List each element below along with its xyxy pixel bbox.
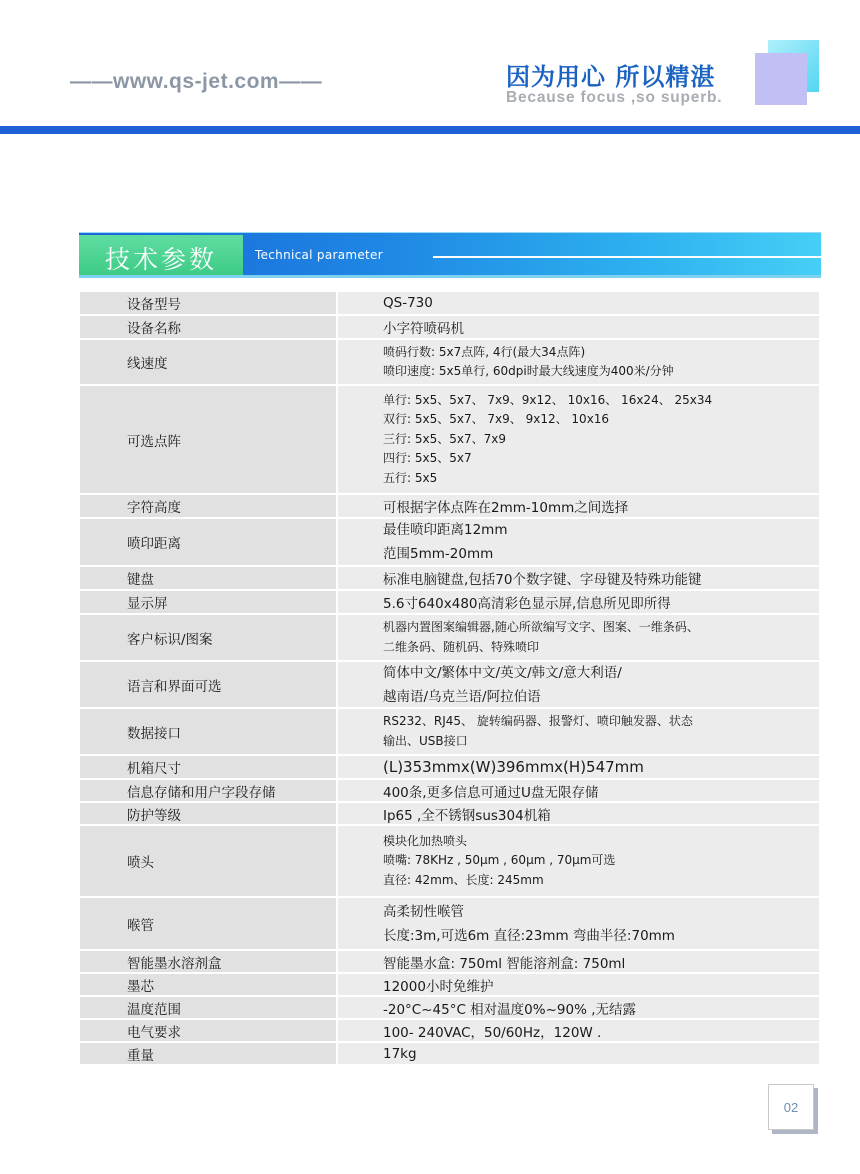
spec-value	[338, 567, 819, 589]
spec-value-line: 17kg	[383, 1045, 417, 1062]
spec-row	[80, 997, 819, 1018]
spec-row	[80, 951, 819, 972]
spec-row	[80, 1043, 819, 1064]
spec-label: 显示屏	[80, 591, 336, 613]
spec-label: 数据接口	[80, 709, 336, 754]
spec-value-line: 小字符喷码机	[383, 321, 464, 337]
spec-label: 语言和界面可选	[80, 662, 336, 707]
spec-value	[338, 780, 819, 801]
spec-row	[80, 519, 819, 565]
section-title-cn: 技术参数	[105, 245, 218, 274]
spec-value	[338, 898, 819, 949]
spec-value-line: 高柔韧性喉管	[383, 903, 464, 920]
spec-value	[338, 591, 819, 613]
spec-value	[338, 803, 819, 824]
spec-label: 重量	[80, 1043, 336, 1064]
spec-row	[80, 756, 819, 778]
website-url: ——www.qs-jet.com——	[70, 70, 323, 93]
spec-value-line: 智能墨水盒: 750ml 智能溶剂盒: 750ml	[383, 955, 626, 972]
spec-row	[80, 386, 819, 493]
spec-value	[338, 386, 819, 493]
spec-value-line: -20°C~45°C 相对温度0%~90% ,无结露	[383, 1001, 636, 1018]
spec-label: 智能墨水溶剂盒	[80, 951, 336, 972]
spec-label: 喉管	[80, 898, 336, 949]
spec-value	[338, 1043, 819, 1064]
banner-title-block	[79, 235, 243, 276]
spec-value-line: QS-730	[383, 295, 433, 311]
spec-row	[80, 495, 819, 517]
spec-value-line: 单行: 5x5、5x7、 7x9、9x12、 10x16、 16x24、 25x34	[383, 392, 713, 407]
spec-value-line: 400条,更多信息可通过U盘无限存储	[383, 784, 599, 801]
spec-value-line: 越南语/乌克兰语/阿拉伯语	[383, 688, 541, 705]
spec-value-line: 五行: 5x5	[383, 470, 438, 485]
spec-value-line: 简体中文/繁体中文/英文/韩文/意大利语/	[383, 664, 622, 681]
slogan-english: Because focus ,so superb.	[506, 89, 723, 106]
spec-label: 墨芯	[80, 974, 336, 995]
spec-value-line: 喷印速度: 5x5单行, 60dpi时最大线速度为400米/分钟	[383, 364, 674, 378]
spec-row	[80, 709, 819, 754]
spec-value	[338, 340, 819, 384]
spec-label: 喷印距离	[80, 519, 336, 565]
spec-row	[80, 826, 819, 896]
spec-label: 机箱尺寸	[80, 756, 336, 778]
spec-row	[80, 974, 819, 995]
spec-value-line: 范围5mm-20mm	[383, 546, 494, 562]
section-banner	[79, 232, 821, 278]
section-title-en: Technical parameter	[255, 248, 383, 262]
spec-label: 防护等级	[80, 803, 336, 824]
spec-row	[80, 567, 819, 589]
spec-row	[80, 662, 819, 707]
spec-row	[80, 340, 819, 384]
spec-value	[338, 951, 819, 972]
spec-label: 可选点阵	[80, 386, 336, 493]
spec-value-line: 直径: 42mm、长度: 245mm	[383, 872, 544, 887]
spec-label: 设备型号	[80, 292, 336, 314]
spec-label: 电气要求	[80, 1020, 336, 1041]
spec-row	[80, 780, 819, 801]
spec-value	[338, 1020, 819, 1041]
page-number: 02	[768, 1084, 814, 1130]
spec-value-line: 输出、USB接口	[383, 733, 468, 748]
spec-value-line: 模块化加热喷头	[383, 833, 468, 848]
spec-value-line: 标准电脑键盘,包括70个数字键、字母键及特殊功能键	[383, 572, 702, 588]
spec-value-line: 5.6寸640x480高清彩色显示屏,信息所见即所得	[383, 596, 671, 612]
banner-rule	[433, 256, 821, 258]
spec-label: 信息存储和用户字段存储	[80, 780, 336, 801]
header-divider-bar	[0, 126, 860, 134]
spec-value	[338, 997, 819, 1018]
spec-row	[80, 292, 819, 314]
spec-row	[80, 615, 819, 660]
spec-row	[80, 1020, 819, 1041]
spec-value	[338, 974, 819, 995]
spec-value-line: 四行: 5x5、5x7	[383, 451, 472, 466]
spec-label: 字符高度	[80, 495, 336, 517]
spec-label: 喷头	[80, 826, 336, 896]
spec-value	[338, 709, 819, 754]
slogan-chinese: 因为用心 所以精湛	[506, 63, 716, 91]
spec-value-line: 喷码行数: 5x7点阵, 4行(最大34点阵)	[383, 344, 586, 359]
spec-label: 设备名称	[80, 316, 336, 338]
spec-table	[80, 292, 819, 1066]
spec-value-line: 机器内置图案编辑器,随心所欲编写文字、图案、一维条码、	[383, 620, 699, 634]
spec-value	[338, 519, 819, 565]
spec-value-line: 喷嘴: 78KHz , 50μm , 60μm , 70μm可选	[383, 853, 616, 868]
spec-label: 键盘	[80, 567, 336, 589]
banner-bottom-edge	[79, 275, 821, 278]
spec-value	[338, 756, 819, 778]
spec-label: 温度范围	[80, 997, 336, 1018]
spec-value	[338, 662, 819, 707]
spec-value	[338, 826, 819, 896]
spec-label: 线速度	[80, 340, 336, 384]
spec-value-line: 100- 240VAC，50/60Hz，120W .	[383, 1024, 602, 1041]
spec-row	[80, 898, 819, 949]
spec-row	[80, 591, 819, 613]
decor-square-lavender	[755, 53, 807, 105]
spec-value-line: (L)353mmx(W)396mmx(H)547mm	[383, 758, 644, 776]
spec-value-line: 12000小时免维护	[383, 978, 494, 995]
spec-row	[80, 316, 819, 338]
spec-value-line: 可根据字体点阵在2mm-10mm之间选择	[383, 500, 629, 516]
spec-value-line: 双行: 5x5、5x7、 7x9、 9x12、 10x16	[383, 412, 610, 427]
spec-value-line: RS232、RJ45、 旋转编码器、报警灯、喷印触发器、状态	[383, 714, 693, 728]
spec-value-line: 二维条码、随机码、特殊喷印	[383, 639, 540, 654]
spec-row	[80, 803, 819, 824]
spec-value-line: 长度:3m,可选6m 直径:23mm 弯曲半径:70mm	[383, 927, 675, 944]
spec-value	[338, 316, 819, 338]
spec-value-line: 最佳喷印距离12mm	[383, 522, 508, 538]
spec-value-line: Ip65 ,全不锈钢sus304机箱	[383, 807, 551, 824]
spec-label: 客户标识/图案	[80, 615, 336, 660]
spec-value	[338, 292, 819, 314]
spec-value-line: 三行: 5x5、5x7、7x9	[383, 431, 506, 446]
spec-value	[338, 495, 819, 517]
spec-value	[338, 615, 819, 660]
